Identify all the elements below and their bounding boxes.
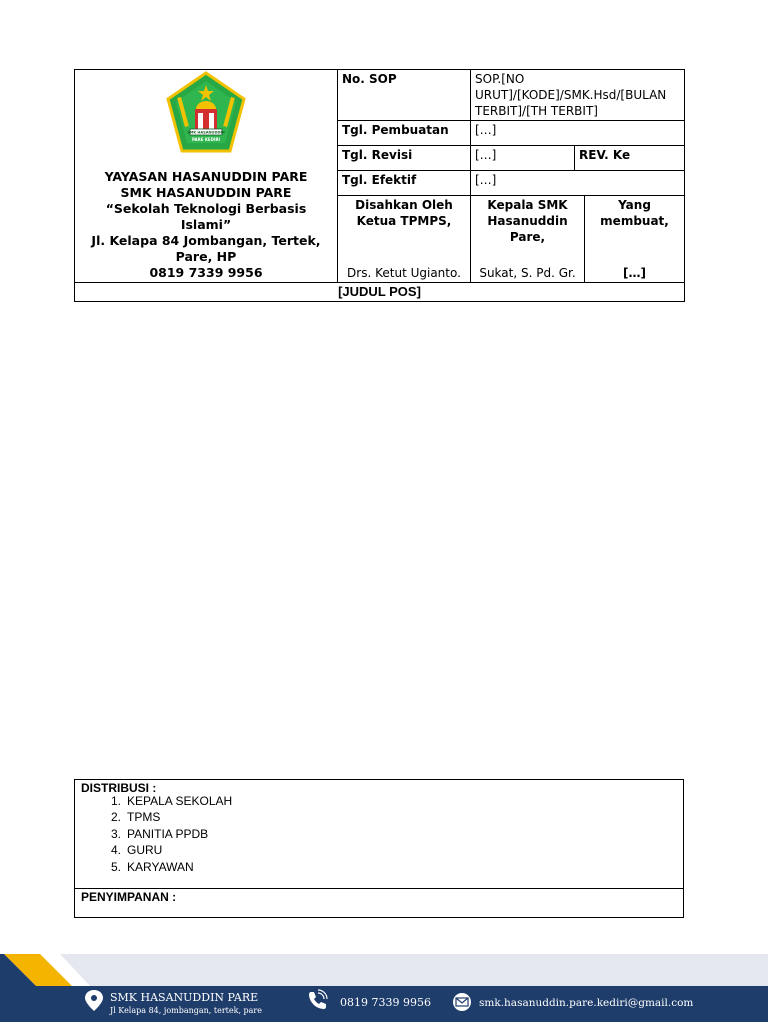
- list-item: 5. KARYAWAN: [110, 859, 194, 874]
- tgl-pembuatan-value: […]: [471, 121, 685, 146]
- penyimpanan-label: PENYIMPANAN :: [81, 890, 177, 904]
- list-item: 3. PANITIA PPDB: [110, 826, 209, 841]
- school-motto: “Sekolah Teknologi Berbasis Islami”: [105, 201, 307, 232]
- signature-kepala: [471, 196, 585, 283]
- signature-name: Drs. Ketut Ugianto.: [347, 266, 461, 280]
- signature-name: […]: [623, 266, 646, 280]
- footer-phone: 0819 7339 9956: [340, 996, 431, 1009]
- distribusi-label: DISTRIBUSI :: [81, 781, 157, 795]
- tgl-revisi-label: Tgl. Revisi: [338, 146, 471, 171]
- distribution-box: [74, 779, 684, 918]
- list-item: 2. TPMS: [110, 810, 161, 825]
- school-logo: [164, 71, 248, 155]
- signature-pembuat: [585, 196, 685, 283]
- tgl-pembuatan-label: Tgl. Pembuatan: [338, 121, 471, 146]
- distribution-list: [81, 793, 232, 875]
- logo-banner-text: SMK HASANUDDIN: [187, 130, 225, 135]
- tgl-efektif-label: Tgl. Efektif: [338, 171, 471, 196]
- signature-title: Yang membuat,: [600, 198, 669, 228]
- divider: [75, 888, 683, 889]
- foundation-name: YAYASAN HASANUDDIN PARE: [104, 169, 308, 184]
- list-item: 4. GURU: [110, 843, 163, 858]
- page-footer: [0, 952, 768, 1024]
- school-name: SMK HASANUDDIN PARE: [120, 185, 292, 200]
- list-item: 1. KEPALA SEKOLAH: [110, 794, 233, 808]
- footer-email: smk.hasanuddin.pare.kediri@gmail.com: [479, 997, 694, 1009]
- signature-tpmps: [338, 196, 471, 283]
- logo-city-text: PARE KEDIRI: [191, 137, 221, 142]
- school-address: Jl. Kelapa 84 Jombangan, Tertek, Pare, HP: [91, 233, 321, 264]
- no-sop-value: SOP.[NO URUT]/[KODE]/SMK.Hsd/[BULAN TERBIT]/[TH TERBIT]: [471, 70, 685, 121]
- footer-school-name: SMK HASANUDDIN PARE: [110, 991, 259, 1004]
- rev-ke-label: REV. Ke: [575, 146, 685, 171]
- footer-address: Jl Kelapa 84, jombangan, tertek, pare: [110, 1006, 262, 1015]
- tgl-efektif-value: […]: [471, 171, 685, 196]
- institution-cell: [75, 70, 338, 283]
- email-icon: [453, 993, 471, 1011]
- sop-header-table: [74, 69, 685, 302]
- signature-name: Sukat, S. Pd. Gr.: [479, 266, 576, 280]
- signature-title: Kepala SMK Hasanuddin Pare,: [487, 198, 568, 244]
- signature-title: Disahkan Oleh Ketua TPMPS,: [355, 198, 453, 228]
- school-phone: 0819 7339 9956: [149, 265, 263, 280]
- no-sop-label: No. SOP: [338, 70, 471, 121]
- judul-pos: [JUDUL POS]: [75, 283, 685, 302]
- tgl-revisi-value: […]: [471, 146, 575, 171]
